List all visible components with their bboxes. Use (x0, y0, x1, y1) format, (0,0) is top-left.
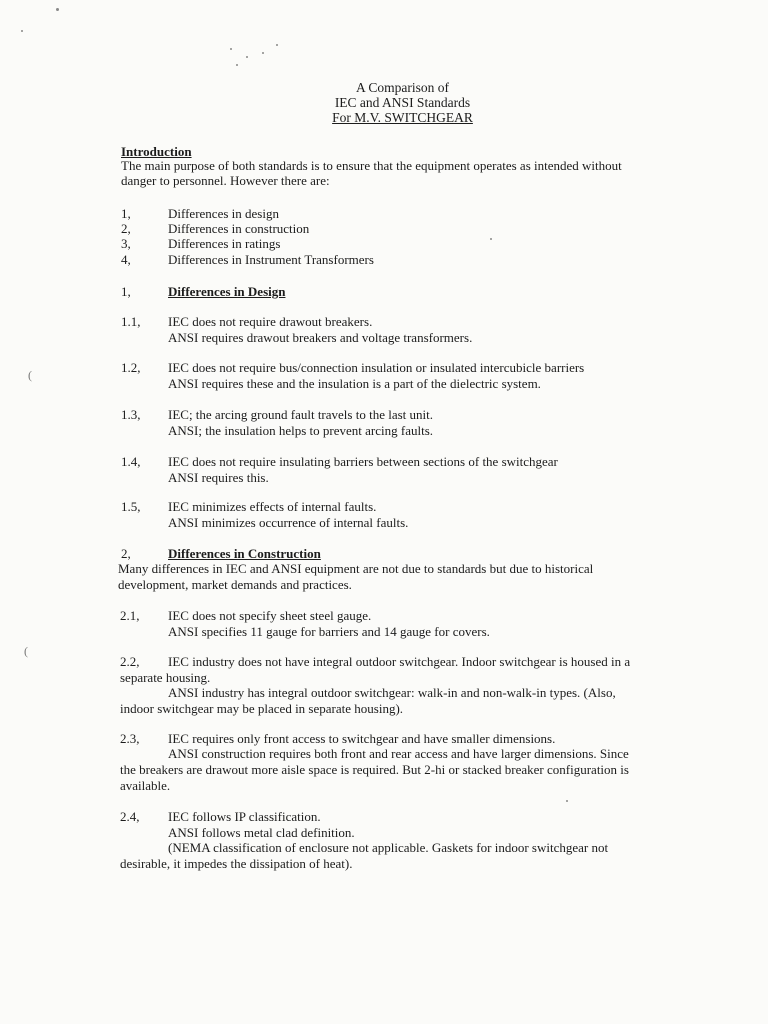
iec-statement-continued: separate housing. (120, 670, 211, 685)
item-number: 2.3, (120, 731, 140, 746)
scan-speck (276, 44, 278, 46)
list-item: Differences in construction (168, 221, 310, 236)
title-line-1: A Comparison of (356, 80, 449, 95)
iec-statement: IEC requires only front access to switchgear and have smaller dimensions. (168, 731, 556, 746)
ansi-statement-continued: indoor switchgear may be placed in separate housing). (120, 701, 404, 716)
intro-heading: Introduction (121, 144, 192, 159)
item-number: 1.5, (121, 499, 141, 514)
ansi-statement-continued: available. (120, 778, 171, 793)
iec-statement: IEC; the arcing ground fault travels to the last unit. (168, 407, 433, 422)
list-number: 1, (121, 206, 131, 221)
scan-speck (230, 48, 232, 50)
section-2-heading: Differences in Construction (168, 546, 321, 561)
ansi-statement: ANSI follows metal clad definition. (168, 825, 355, 840)
item-number: 1.3, (121, 407, 141, 422)
item-number: 1.4, (121, 454, 141, 469)
item-number: 2.4, (120, 809, 140, 824)
ansi-statement: ANSI requires this. (168, 470, 269, 485)
iec-statement: IEC industry does not have integral outdoor switchgear. Indoor switchgear is housed in a (168, 654, 631, 669)
section-2-number: 2, (121, 546, 131, 561)
scan-mark: ( (28, 368, 32, 382)
list-number: 3, (121, 236, 131, 251)
iec-statement: IEC does not require insulating barriers between sections of the switchgear (168, 454, 558, 469)
list-number: 4, (121, 252, 131, 267)
scan-speck (246, 56, 248, 58)
scan-speck (56, 8, 59, 11)
iec-statement: IEC does not specify sheet steel gauge. (168, 608, 372, 623)
ansi-statement: ANSI industry has integral outdoor switchgear: walk-in and non-walk-in types. (Also, (168, 685, 616, 700)
item-number: 2.2, (120, 654, 140, 669)
section-2-intro-line-2: development, market demands and practices. (118, 577, 352, 592)
scan-mark: ( (24, 644, 28, 658)
intro-text-line-1: The main purpose of both standards is to ensure that the equipment operates as intended without (121, 158, 622, 173)
scan-speck (566, 800, 568, 802)
scan-speck (236, 64, 238, 66)
ansi-statement-continued: the breakers are drawout more aisle space is required. But 2-hi or stacked breaker configuration is (120, 762, 629, 777)
iec-statement: IEC does not require drawout breakers. (168, 314, 373, 329)
ansi-statement: ANSI requires these and the insulation is a part of the dielectric system. (168, 376, 541, 391)
ansi-statement: ANSI specifies 11 gauge for barriers and 14 gauge for covers. (168, 624, 490, 639)
scan-speck (262, 52, 264, 54)
section-1-number: 1, (121, 284, 131, 299)
ansi-statement: ANSI construction requires both front and rear access and have larger dimensions. Since (168, 746, 629, 761)
iec-statement: IEC follows IP classification. (168, 809, 321, 824)
list-item: Differences in Instrument Transformers (168, 252, 374, 267)
note-line-continued: desirable, it impedes the dissipation of heat). (120, 856, 353, 871)
item-number: 2.1, (120, 608, 140, 623)
title-line-2: IEC and ANSI Standards (334, 95, 471, 110)
note-line: (NEMA classification of enclosure not applicable. Gaskets for indoor switchgear not (168, 840, 609, 855)
intro-text-line-2: danger to personnel. However there are: (121, 173, 330, 188)
scan-speck (490, 238, 492, 240)
scan-speck (21, 30, 23, 32)
list-number: 2, (121, 221, 131, 236)
list-item: Differences in ratings (168, 236, 281, 251)
ansi-statement: ANSI minimizes occurrence of internal faults. (168, 515, 409, 530)
ansi-statement: ANSI requires drawout breakers and voltage transformers. (168, 330, 473, 345)
list-item: Differences in design (168, 206, 279, 221)
item-number: 1.1, (121, 314, 141, 329)
iec-statement: IEC minimizes effects of internal faults. (168, 499, 377, 514)
section-1-heading: Differences in Design (168, 284, 286, 299)
item-number: 1.2, (121, 360, 141, 375)
section-2-intro-line-1: Many differences in IEC and ANSI equipment are not due to standards but due to historical (118, 561, 594, 576)
ansi-statement: ANSI; the insulation helps to prevent arcing faults. (168, 423, 434, 438)
iec-statement: IEC does not require bus/connection insulation or insulated intercubicle barriers (168, 360, 585, 375)
title-line-3: For M.V. SWITCHGEAR (332, 110, 473, 125)
